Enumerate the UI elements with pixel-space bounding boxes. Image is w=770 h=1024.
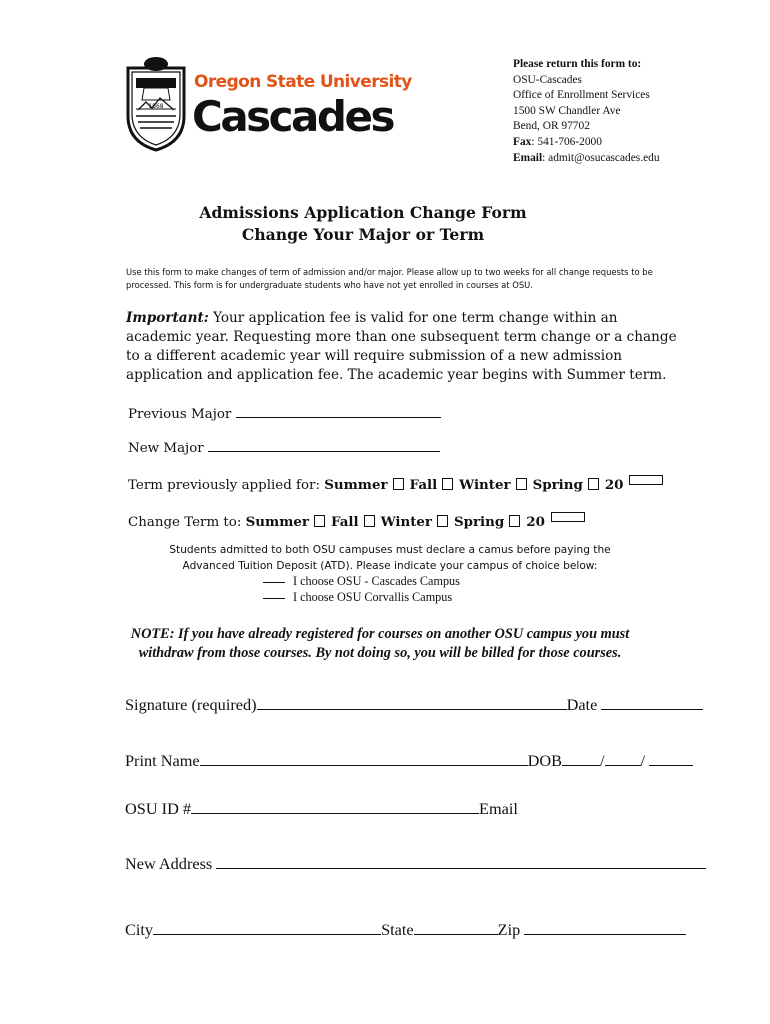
previous-term-row xyxy=(128,475,663,493)
email-label: Email xyxy=(513,151,543,164)
new-winter-label: Winter xyxy=(380,514,432,530)
dob-slash-1: / xyxy=(600,751,605,770)
new-winter-checkbox[interactable] xyxy=(437,515,448,527)
intro-line-1: Use this form to make changes of term of admission and/or major. Please allow up to two weeks for all change requests to be xyxy=(126,267,653,277)
new-summer-checkbox[interactable] xyxy=(314,515,325,527)
note-line-2: withdraw from those courses. By not doing so, you will be billed for those courses. xyxy=(138,645,622,661)
previous-term-label: Term previously applied for: xyxy=(128,478,325,493)
signature-field[interactable] xyxy=(257,694,567,710)
city-label: City xyxy=(125,920,154,939)
new-fall-checkbox[interactable] xyxy=(364,515,375,527)
prev-fall-checkbox[interactable] xyxy=(442,478,453,490)
zip-field[interactable] xyxy=(524,919,686,935)
change-term-label: Change Term to: xyxy=(128,515,246,530)
seal-year: 1868 xyxy=(148,103,164,110)
prev-winter-label: Winter xyxy=(459,477,511,493)
campus-line-1: Students admitted to both OSU campuses must declare a camus before paying the xyxy=(169,544,611,556)
prev-winter-checkbox[interactable] xyxy=(516,478,527,490)
state-field[interactable] xyxy=(414,919,498,935)
address-line-3: 1500 SW Chandler Ave xyxy=(513,104,621,117)
campus-name: Cascades xyxy=(192,92,393,141)
prev-spring-checkbox[interactable] xyxy=(588,478,599,490)
new-major-label: New Major xyxy=(128,441,204,456)
campus-instructions xyxy=(140,543,640,574)
new-address-row xyxy=(125,853,706,874)
print-name-field[interactable] xyxy=(200,750,528,766)
new-year-prefix: 20 xyxy=(526,514,545,530)
new-spring-label: Spring xyxy=(453,514,505,530)
previous-major-row xyxy=(128,403,441,422)
osu-id-label: OSU ID # xyxy=(125,799,192,818)
date-label: Date xyxy=(566,695,598,714)
state-label: State xyxy=(381,920,414,939)
email-line xyxy=(513,151,763,167)
print-name-row xyxy=(125,750,693,771)
fax-value: : 541-706-2000 xyxy=(531,135,602,148)
campus-line-2: Advanced Tuition Deposit (ATD). Please indicate your campus of choice below: xyxy=(182,559,598,572)
osu-id-field[interactable] xyxy=(191,798,479,814)
corvallis-choice-label: I choose OSU Corvallis Campus xyxy=(293,590,453,604)
note-line-1: NOTE: If you have already registered for courses on another OSU campus you must xyxy=(130,626,630,642)
cascades-choice-row xyxy=(263,574,460,589)
dob-label: DOB xyxy=(527,751,562,770)
fax-line xyxy=(513,135,763,151)
email-value: : admit@osucascades.edu xyxy=(542,151,660,164)
return-address xyxy=(513,57,763,166)
new-year-field[interactable] xyxy=(551,512,585,522)
university-name: Oregon State University xyxy=(194,72,412,92)
new-summer-label: Summer xyxy=(245,514,309,530)
form-title: Admissions Application Change Form xyxy=(199,203,527,222)
form-subtitle: Change Your Major or Term xyxy=(241,225,485,244)
important-paragraph xyxy=(126,309,686,385)
previous-major-field[interactable] xyxy=(236,403,441,418)
prev-summer-label: Summer xyxy=(324,477,388,493)
billing-note xyxy=(100,625,660,663)
corvallis-choice-row xyxy=(263,590,452,605)
return-heading: Please return this form to: xyxy=(513,58,642,70)
prev-year-field[interactable] xyxy=(629,475,663,485)
prev-fall-label: Fall xyxy=(409,477,438,493)
prev-year-prefix: 20 xyxy=(604,477,624,493)
zip-label: Zip xyxy=(497,920,521,939)
important-text: Your application fee is valid for one term change within an academic year. Requesting more than one subsequent term change or a change to a different academic year will require submission of a new admission application and application fee. The academic year begins with Summer term. xyxy=(126,310,677,383)
new-fall-label: Fall xyxy=(330,514,359,530)
dob-year-field[interactable] xyxy=(649,750,693,766)
dob-day-field[interactable] xyxy=(605,750,641,766)
date-field[interactable] xyxy=(601,694,703,710)
intro-line-2: processed. This form is for undergraduate students who have not yet enrolled in courses at OSU. xyxy=(126,279,533,290)
dob-month-field[interactable] xyxy=(562,750,600,766)
prev-spring-label: Spring xyxy=(532,477,583,493)
new-major-row xyxy=(128,437,440,456)
signature-label: Signature (required) xyxy=(125,695,257,714)
previous-major-label: Previous Major xyxy=(128,407,232,422)
osu-cascades-logo xyxy=(122,54,412,154)
signature-row xyxy=(125,694,703,715)
osu-id-row xyxy=(125,798,518,819)
address-line-4: Bend, OR 97702 xyxy=(513,120,590,133)
change-term-row xyxy=(128,512,585,530)
prev-summer-checkbox[interactable] xyxy=(393,478,404,490)
corvallis-choice-blank[interactable] xyxy=(263,598,285,599)
address-line-1: OSU-Cascades xyxy=(513,73,582,86)
intro-text xyxy=(126,266,686,291)
new-address-label: New Address xyxy=(125,854,213,873)
fax-label: Fax xyxy=(513,135,532,148)
city-field[interactable] xyxy=(153,919,381,935)
new-address-field[interactable] xyxy=(216,853,706,869)
cascades-choice-label: I choose OSU - Cascades Campus xyxy=(293,574,460,588)
dob-slash-2: / xyxy=(640,751,646,770)
new-spring-checkbox[interactable] xyxy=(509,515,520,527)
email-field-label: Email xyxy=(479,799,518,818)
osu-seal-icon xyxy=(122,54,190,152)
city-state-zip-row xyxy=(125,919,686,940)
address-line-2: Office of Enrollment Services xyxy=(513,89,650,102)
cascades-choice-blank[interactable] xyxy=(263,582,285,583)
important-lead: Important: xyxy=(126,310,209,326)
new-major-field[interactable] xyxy=(208,437,440,452)
print-name-label: Print Name xyxy=(125,751,200,770)
